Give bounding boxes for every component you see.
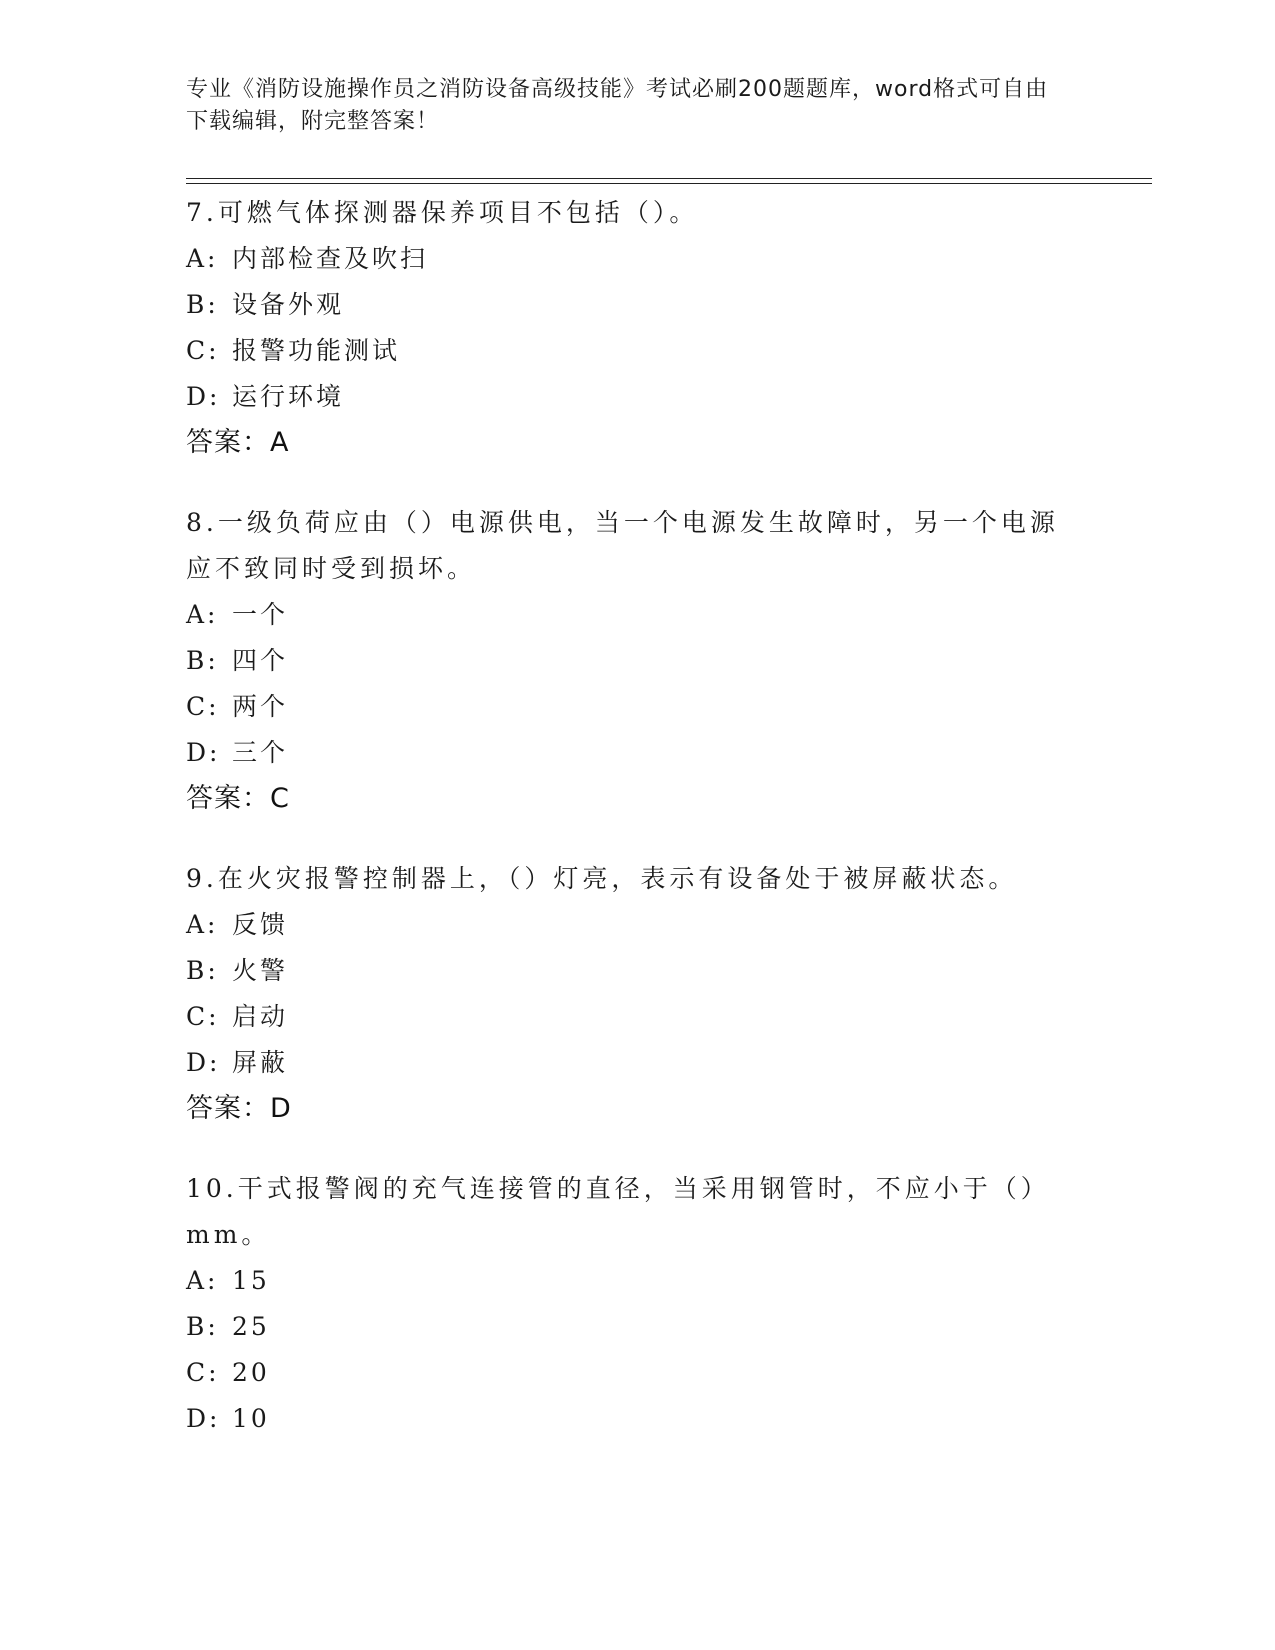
option-key: D: <box>186 382 221 411</box>
option-text: 设备外观 <box>232 290 345 319</box>
option-text: 反馈 <box>232 910 289 939</box>
option-text: 20 <box>232 1358 270 1387</box>
header-divider-bottom <box>186 183 1152 184</box>
option-key: C: <box>186 1002 220 1031</box>
question-item <box>186 500 1086 822</box>
question-stem: 10.干式报警阀的充气连接管的直径，当采用钢管时，不应小于（）mm。 <box>186 1174 1050 1249</box>
question-item <box>186 1166 1086 1442</box>
option-text: 运行环境 <box>232 382 345 411</box>
question-stem: 8.一级负荷应由（）电源供电，当一个电源发生故障时，另一个电源应不致同时受到损坏。 <box>186 508 1059 583</box>
option-text: 25 <box>232 1312 270 1341</box>
option-a <box>186 902 1086 948</box>
option-d <box>186 1396 1086 1442</box>
option-text: 四个 <box>232 646 289 675</box>
option-b <box>186 948 1086 994</box>
option-b <box>186 282 1086 328</box>
option-text: 10 <box>232 1404 270 1433</box>
option-c <box>186 684 1086 730</box>
option-key: B: <box>186 1312 219 1341</box>
option-key: B: <box>186 646 219 675</box>
option-c <box>186 328 1086 374</box>
option-text: 内部检查及吹扫 <box>232 244 429 273</box>
option-c <box>186 1350 1086 1396</box>
question-item <box>186 856 1086 1132</box>
option-a <box>186 1258 1086 1304</box>
option-text: 三个 <box>232 738 289 767</box>
header-divider-top <box>186 178 1152 179</box>
question-list <box>186 190 1086 1476</box>
option-key: A: <box>186 600 219 629</box>
option-key: C: <box>186 336 220 365</box>
option-key: D: <box>186 1048 221 1077</box>
question-stem: 9.在火灾报警控制器上，（）灯亮，表示有设备处于被屏蔽状态。 <box>186 864 1018 893</box>
answer-line: 答案：A <box>186 427 290 458</box>
option-text: 一个 <box>232 600 289 629</box>
answer-line: 答案：C <box>186 783 290 814</box>
option-text: 屏蔽 <box>232 1048 289 1077</box>
option-key: C: <box>186 692 220 721</box>
option-text: 启动 <box>232 1002 289 1031</box>
option-d <box>186 374 1086 420</box>
option-key: C: <box>186 1358 220 1387</box>
option-key: A: <box>186 244 219 273</box>
option-key: D: <box>186 1404 221 1433</box>
option-key: A: <box>186 910 219 939</box>
question-item <box>186 190 1086 466</box>
option-text: 15 <box>232 1266 270 1295</box>
option-key: D: <box>186 738 221 767</box>
option-b <box>186 1304 1086 1350</box>
option-a <box>186 236 1086 282</box>
document-header: 专业《消防设施操作员之消防设备高级技能》考试必刷200题题库，word格式可自由下载编辑，附完整答案！ <box>186 77 1049 134</box>
option-c <box>186 994 1086 1040</box>
option-d <box>186 1040 1086 1086</box>
option-key: B: <box>186 956 219 985</box>
question-stem: 7.可燃气体探测器保养项目不包括（）。 <box>186 198 699 227</box>
option-key: A: <box>186 1266 219 1295</box>
option-key: B: <box>186 290 219 319</box>
option-a <box>186 592 1086 638</box>
option-text: 两个 <box>232 692 289 721</box>
option-b <box>186 638 1086 684</box>
answer-line: 答案：D <box>186 1093 292 1124</box>
option-text: 火警 <box>232 956 289 985</box>
option-text: 报警功能测试 <box>232 336 401 365</box>
option-d <box>186 730 1086 776</box>
